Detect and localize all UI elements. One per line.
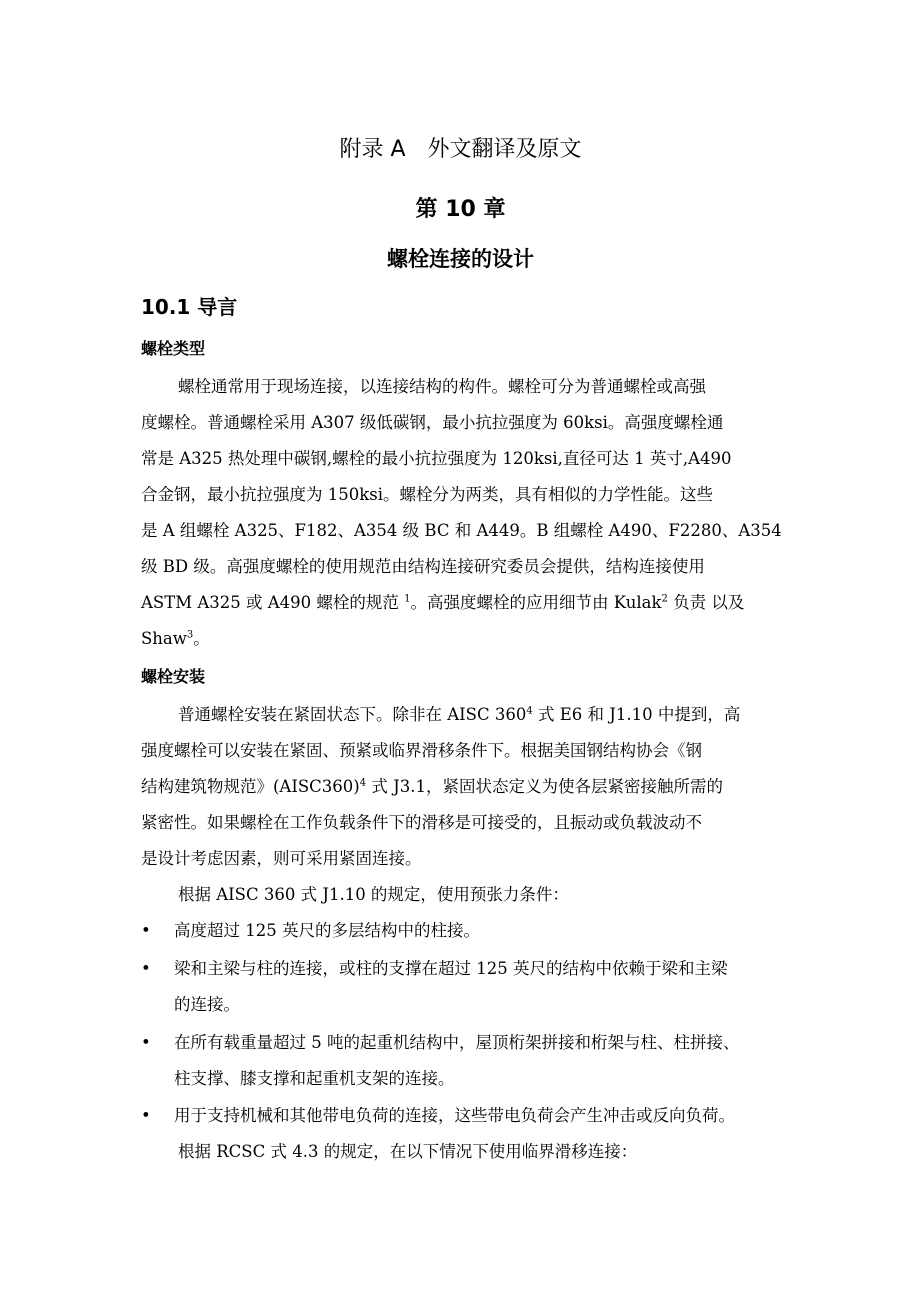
paragraph-line [141, 585, 791, 621]
text-fragment: 式 J3.1，紧固状态定义为使各层紧密接触所需的 [366, 777, 723, 796]
paragraph-line: 螺栓通常用于现场连接，以连接结构的构件。螺栓可分为普通螺栓或高强 [178, 377, 706, 396]
appendix-title: 附录 A 外文翻译及原文 [339, 137, 582, 162]
chapter-title: 第 10 章 [415, 197, 506, 222]
paragraph-bolt-installation [141, 697, 791, 913]
bullet-item [141, 1098, 801, 1134]
bullet-text: 柱支撑、膝支撑和起重机支架的连接。 [174, 1069, 455, 1088]
text-fragment: ASTM A325 或 A490 螺栓的规范 [141, 593, 405, 612]
bullet-item [141, 951, 801, 1023]
paragraph-line: 是设计考虑因素，则可采用紧固连接。 [141, 849, 422, 868]
text-fragment: 。高强度螺栓的应用细节由 Kulak [410, 593, 662, 612]
text-fragment: 负责 以及 [667, 593, 745, 612]
paragraph-line: 是 A 组螺栓 A325、F182、A354 级 BC 和 A449。B 组螺栓 A490、F2280、A354 [141, 521, 782, 540]
paragraph-line: 常是 A325 热处理中碳钢,螺栓的最小抗拉强度为 120ksi,直径可达 1 英寸,A490 [141, 449, 732, 468]
paragraph-line: 强度螺栓可以安装在紧固、预紧或临界滑移条件下。根据美国钢结构协会《钢 [141, 741, 702, 760]
footnote-ref: 4 [359, 777, 367, 789]
chapter-subtitle: 螺栓连接的设计 [387, 247, 534, 271]
bullet-icon: • [141, 959, 151, 978]
text-fragment: Shaw [141, 629, 187, 648]
bullet-text: 高度超过 125 英尺的多层结构中的柱接。 [174, 921, 480, 940]
bullet-text: 在所有载重量超过 5 吨的起重机结构中，屋顶桁架拼接和桁架与柱、柱拼接、 [174, 1033, 740, 1052]
bullet-item [141, 1025, 801, 1097]
bullet-item [141, 913, 801, 949]
subheading-bolt-installation: 螺栓安装 [141, 667, 206, 686]
paragraph-line: 度螺栓。普通螺栓采用 A307 级低碳钢，最小抗拉强度为 60ksi。高强度螺栓通 [141, 413, 724, 432]
bullet-text: 用于支持机械和其他带电负荷的连接，这些带电负荷会产生冲击或反向负荷。 [174, 1106, 735, 1125]
bullet-icon: • [141, 921, 151, 940]
bullet-text: 的连接。 [174, 995, 240, 1014]
text-fragment: 普通螺栓安装在紧固状态下。除非在 AISC 360 [178, 705, 527, 724]
bullet-icon: • [141, 1106, 151, 1125]
paragraph-line: 合金钢，最小抗拉强度为 150ksi。螺栓分为两类，具有相似的力学性能。这些 [141, 485, 713, 504]
footnote-ref: 3 [186, 629, 194, 641]
text-fragment: 。 [193, 629, 210, 648]
section-heading: 10.1 导言 [141, 295, 238, 319]
footnote-ref: 1 [404, 593, 411, 605]
footnote-ref: 4 [526, 705, 533, 717]
paragraph-bolt-types [141, 369, 791, 657]
subheading-bolt-types: 螺栓类型 [141, 339, 206, 358]
text-fragment: 结构建筑物规范》(AISC360) [141, 777, 360, 796]
footnote-ref: 2 [661, 593, 668, 605]
bullet-text: 梁和主梁与柱的连接，或柱的支撑在超过 125 英尺的结构中依赖于梁和主梁 [174, 959, 728, 978]
paragraph-line: 根据 AISC 360 式 J1.10 的规定，使用预张力条件： [178, 885, 569, 904]
text-fragment: 式 E6 和 J1.10 中提到，高 [532, 705, 741, 724]
paragraph-line: 根据 RCSC 式 4.3 的规定，在以下情况下使用临界滑移连接： [178, 1142, 638, 1161]
paragraph-line [141, 697, 791, 733]
paragraph-line: 紧密性。如果螺栓在工作负载条件下的滑移是可接受的，且振动或负载波动不 [141, 813, 702, 832]
paragraph-slip-critical [141, 1134, 791, 1170]
paragraph-line [141, 769, 791, 805]
bullet-icon: • [141, 1033, 151, 1052]
paragraph-line: 级 BD 级。高强度螺栓的使用规范由结构连接研究委员会提供，结构连接使用 [141, 557, 705, 576]
paragraph-line [141, 621, 791, 657]
